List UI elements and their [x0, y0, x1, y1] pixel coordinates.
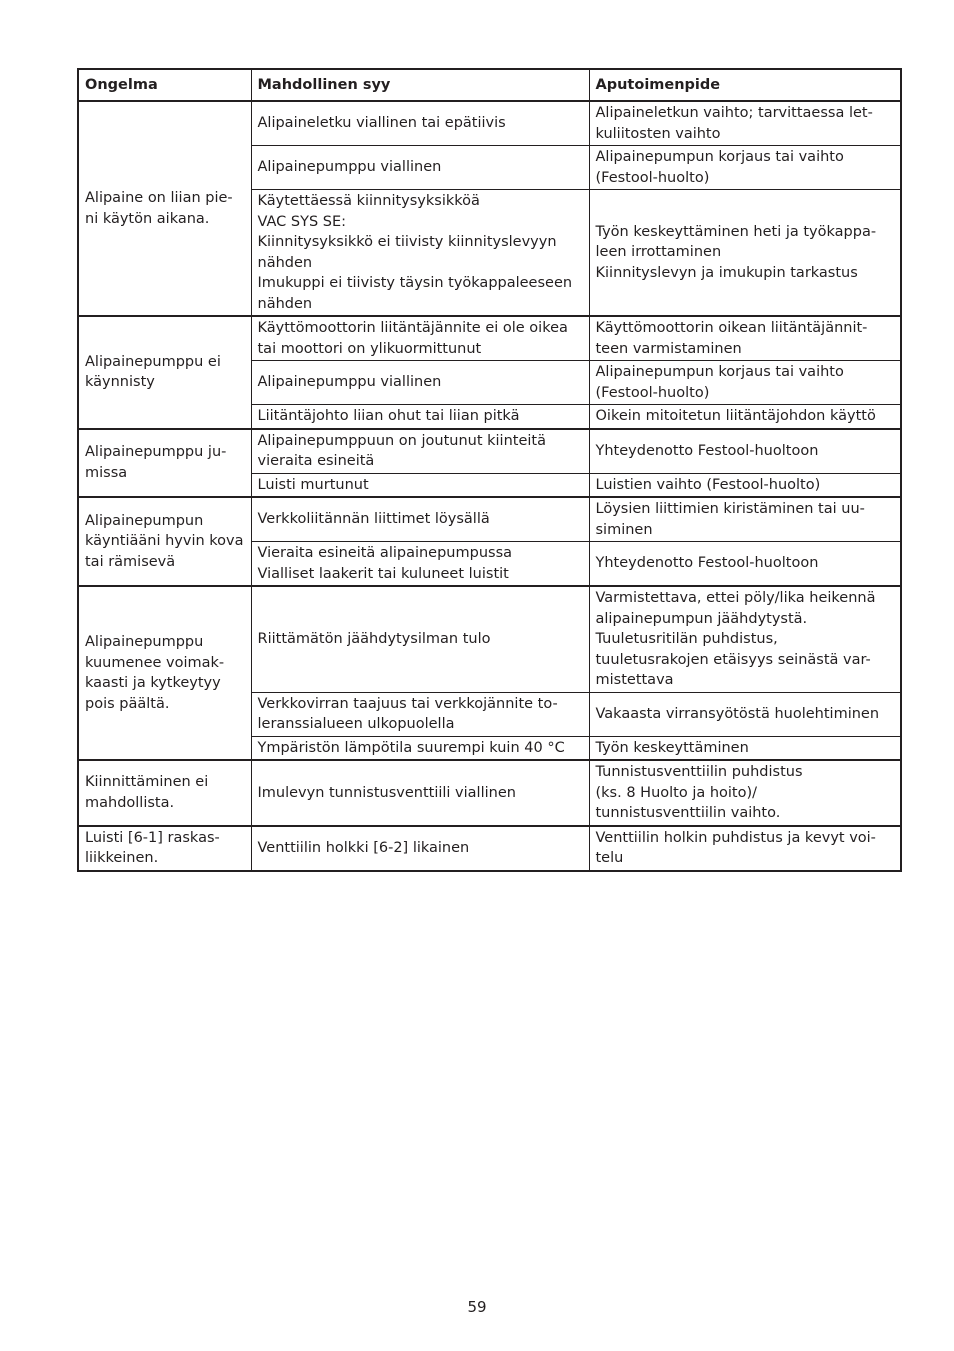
remedy-text: (Festool-huolto): [595, 384, 710, 401]
cause-text: nähden: [257, 295, 313, 312]
remedy-text: alipainepumpun jäähdytystä.: [595, 610, 808, 627]
problem-group: [78, 826, 901, 871]
remedy-cell: [589, 586, 901, 692]
problem-text: kuumenee voimak-: [85, 654, 225, 671]
problem-cell: [78, 316, 251, 429]
remedy-text: Työn keskeyttäminen heti ja työkappa-: [595, 223, 877, 240]
remedy-text: Venttiilin holkin puhdistus ja kevyt voi-: [595, 829, 876, 846]
cause-cell: [251, 101, 589, 146]
cause-text: Imulevyn tunnistusventtiili viallinen: [257, 784, 516, 801]
remedy-text: Oikein mitoitetun liitäntäjohdon käyttö: [595, 408, 876, 424]
table-row: [78, 101, 901, 146]
cause-cell: [251, 429, 589, 474]
cause-text: Vialliset laakerit tai kuluneet luistit: [257, 565, 509, 582]
remedy-text: mistettava: [595, 672, 674, 688]
remedy-text: Löysien liittimien kiristäminen tai uu-: [595, 501, 865, 517]
problem-text: käynnisty: [85, 374, 155, 391]
problem-text: ni käytön aikana.: [85, 210, 210, 227]
remedy-cell: [589, 405, 901, 429]
remedy-cell: [589, 101, 901, 146]
remedy-cell: [589, 692, 901, 736]
remedy-cell: [589, 190, 901, 317]
problem-group: [78, 316, 901, 429]
table-row: [78, 497, 901, 542]
cause-cell: [251, 497, 589, 542]
cause-cell: [251, 361, 589, 405]
problem-text: Alipainepumpun: [85, 512, 204, 529]
remedy-cell: [589, 760, 901, 826]
problem-cell: [78, 497, 251, 586]
page-number: 59: [467, 1298, 487, 1316]
remedy-text: Tuuletusritilän puhdistus,: [595, 631, 778, 647]
remedy-text: telu: [595, 850, 624, 866]
cause-text: vieraita esineitä: [257, 453, 375, 469]
problem-cell: [78, 101, 251, 316]
remedy-cell: [589, 736, 901, 760]
cause-text: Käytettäessä kiinnitysyksikköä: [257, 193, 480, 209]
remedy-text: siminen: [595, 521, 653, 538]
cause-text: VAC SYS SE:: [257, 213, 347, 230]
cause-text: Imukuppi ei tiivisty täysin työkappaleeseen: [257, 275, 573, 291]
remedy-cell: [589, 146, 901, 190]
problem-text: Kiinnittäminen ei: [85, 774, 209, 791]
problem-text: Alipainepumppu ei: [85, 353, 221, 370]
remedy-text: Työn keskeyttäminen: [595, 739, 749, 756]
problem-text: tai rämisevä: [85, 553, 176, 570]
table-row: [78, 586, 901, 692]
table-row: [78, 826, 901, 871]
cause-text: Alipainepumppu viallinen: [257, 159, 442, 176]
table-row: [78, 760, 901, 826]
remedy-text: (Festool-huolto): [595, 169, 710, 186]
problem-text: liikkeinen.: [85, 850, 159, 866]
remedy-text: Käyttömoottorin oikean liitäntäjännit-: [595, 320, 868, 336]
remedy-text: tunnistusventtiilin vaihto.: [595, 805, 781, 821]
remedy-text: Alipainepumpun korjaus tai vaihto: [595, 364, 844, 380]
cause-cell: [251, 473, 589, 497]
cause-cell: [251, 405, 589, 429]
remedy-text: Luistien vaihto (Festool-huolto): [595, 476, 821, 493]
cause-text: Luisti murtunut: [257, 476, 369, 493]
header-cause: Mahdollinen syy: [251, 69, 589, 101]
remedy-text: Vakaasta virransyötöstä huolehtiminen: [595, 705, 880, 722]
cause-text: Liitäntäjohto liian ohut tai liian pitkä: [257, 408, 520, 424]
problem-group: [78, 101, 901, 316]
remedy-text: Alipaineletkun vaihto; tarvittaessa let-: [595, 105, 873, 121]
problem-text: kaasti ja kytkeytyy: [85, 675, 221, 691]
remedy-cell: [589, 826, 901, 871]
cause-text: Alipaineletku viallinen tai epätiivis: [257, 115, 506, 132]
problem-group: [78, 429, 901, 498]
remedy-cell: [589, 361, 901, 405]
remedy-text: Kiinnityslevyn ja imukupin tarkastus: [595, 264, 858, 281]
cause-text: leranssialueen ulkopuolella: [257, 716, 455, 732]
problem-text: Alipainepumppu ju-: [85, 444, 227, 461]
remedy-cell: [589, 429, 901, 474]
remedy-text: (ks. 8 Huolto ja hoito)/: [595, 784, 758, 801]
remedy-cell: [589, 497, 901, 542]
problem-group: [78, 586, 901, 760]
problem-group: [78, 760, 901, 826]
cause-cell: [251, 586, 589, 692]
cause-text: Ympäristön lämpötila suurempi kuin 40 °C: [257, 739, 565, 756]
remedy-text: Yhteydenotto Festool-huoltoon: [595, 555, 819, 572]
cause-cell: [251, 736, 589, 760]
cause-cell: [251, 190, 589, 317]
cause-text: Kiinnitysyksikkö ei tiivisty kiinnityslevyyn: [257, 234, 557, 250]
cause-text: Riittämätön jäähdytysilman tulo: [257, 631, 491, 647]
problem-text: mahdollista.: [85, 794, 175, 811]
cause-cell: [251, 316, 589, 361]
cause-text: tai moottori on ylikuormittunut: [257, 340, 482, 357]
cause-cell: [251, 692, 589, 736]
cause-text: nähden: [257, 254, 313, 271]
cause-cell: [251, 760, 589, 826]
header-problem: Ongelma: [78, 69, 251, 101]
remedy-text: Tunnistusventtiilin puhdistus: [595, 764, 803, 780]
remedy-text: tuuletusrakojen etäisyys seinästä var-: [595, 651, 871, 668]
problem-text: missa: [85, 464, 128, 481]
remedy-text: kuliitosten vaihto: [595, 125, 721, 142]
cause-text: Verkkovirran taajuus tai verkkojännite to-: [257, 695, 558, 712]
cause-text: Verkkoliitännän liittimet löysällä: [257, 511, 490, 528]
problem-cell: [78, 586, 251, 760]
remedy-text: Alipainepumpun korjaus tai vaihto: [595, 149, 844, 165]
table-header-row: [78, 69, 901, 101]
problem-text: pois päältä.: [85, 695, 170, 712]
problem-text: Luisti [6-1] raskas-: [85, 829, 220, 846]
cause-text: Alipainepumppu viallinen: [257, 374, 442, 391]
cause-text: Käyttömoottorin liitäntäjännite ei ole oikea: [257, 320, 568, 336]
remedy-text: Varmistettava, ettei pöly/lika heikennä: [595, 590, 876, 606]
table-row: [78, 429, 901, 474]
problem-text: Alipainepumppu: [85, 634, 204, 650]
remedy-cell: [589, 473, 901, 497]
problem-text: Alipaine on liian pie-: [85, 190, 233, 206]
cause-text: Vieraita esineitä alipainepumpussa: [257, 545, 513, 561]
problem-text: käyntiääni hyvin kova: [85, 533, 244, 550]
cause-cell: [251, 542, 589, 587]
remedy-text: teen varmistaminen: [595, 340, 742, 357]
table-row: [78, 316, 901, 361]
cause-text: Alipainepumppuun on joutunut kiinteitä: [257, 432, 546, 449]
remedy-text: leen irrottaminen: [595, 244, 722, 261]
cause-cell: [251, 826, 589, 871]
cause-cell: [251, 146, 589, 190]
problem-cell: [78, 760, 251, 826]
troubleshooting-table: [77, 68, 902, 872]
cause-text: Venttiilin holkki [6-2] likainen: [257, 839, 470, 856]
header-remedy: Aputoimenpide: [589, 69, 901, 101]
remedy-text: Yhteydenotto Festool-huoltoon: [595, 442, 819, 459]
problem-cell: [78, 429, 251, 498]
remedy-cell: [589, 542, 901, 587]
problem-cell: [78, 826, 251, 871]
problem-group: [78, 497, 901, 586]
remedy-cell: [589, 316, 901, 361]
